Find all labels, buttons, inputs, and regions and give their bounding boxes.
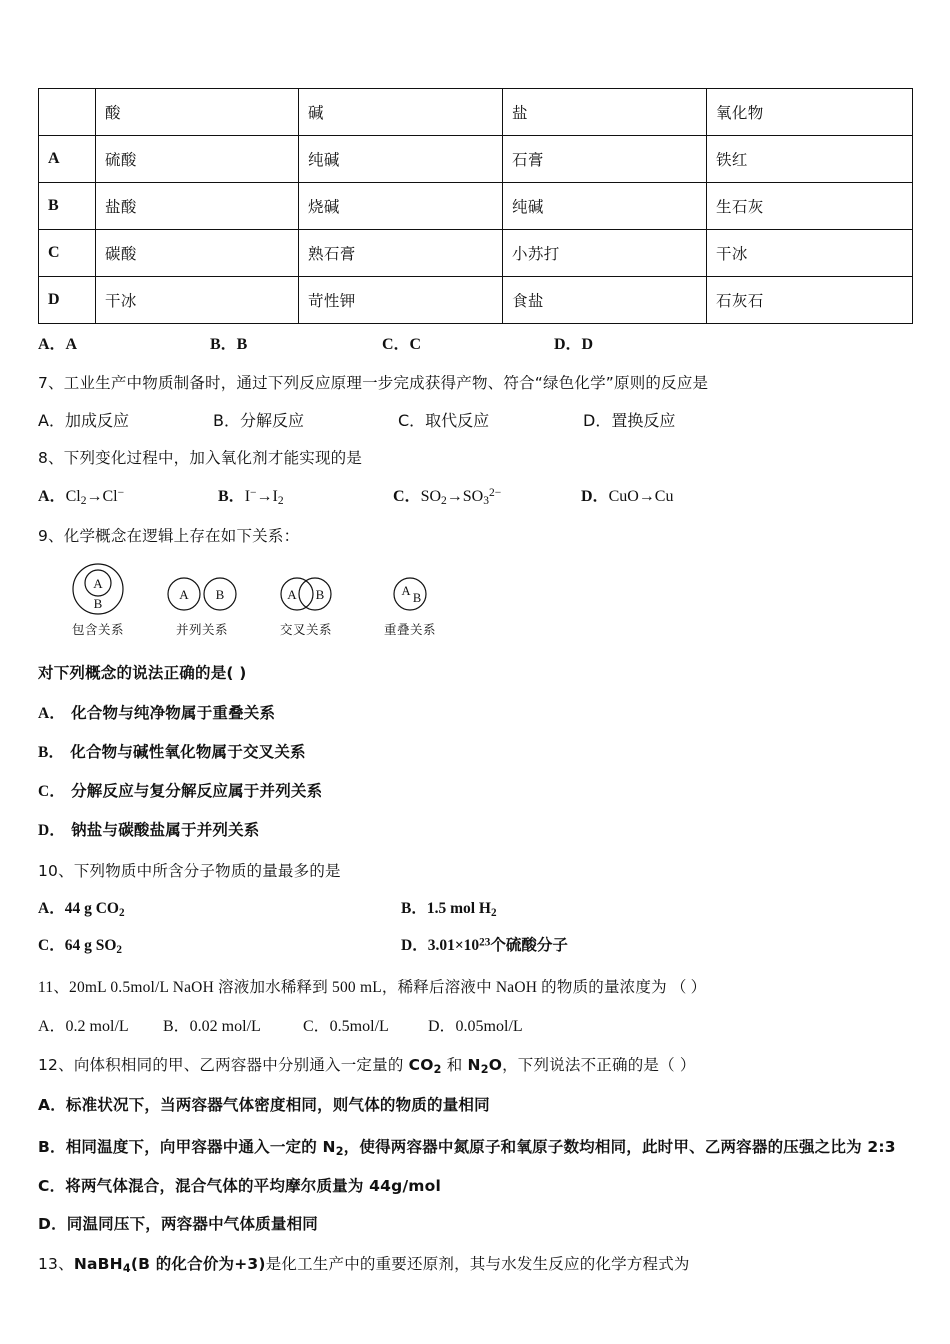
venn-overlap-caption: 重叠关系 [383, 621, 436, 637]
cell-b-acid: 盐酸 [96, 183, 299, 230]
q12-option-d-text: 同温同压下，两容器中气体质量相同 [66, 1215, 318, 1234]
q9-option-d[interactable] [38, 818, 912, 840]
question-8-options [38, 483, 912, 507]
q10-option-a[interactable] [38, 896, 401, 919]
question-13-stem: 13、NaBH$_4$(B 的化合价为+3)是化工生产中的重要还原剂，其与水发生反应的化学方程式为 [38, 1255, 690, 1275]
venn-label-a: A [179, 586, 189, 602]
table-row [39, 277, 913, 324]
q12-option-d[interactable] [38, 1213, 912, 1235]
q12-option-b[interactable] [38, 1132, 912, 1163]
venn-label-b: B [215, 586, 225, 602]
q7-option-d[interactable]: D．置换反应 [583, 411, 676, 430]
table-corner-cell [39, 89, 96, 136]
cell-c-acid: 碳酸 [96, 230, 299, 277]
q8-option-b-label: B． [218, 488, 245, 505]
q8-option-a-formula: $Cl_2\to Cl^-$ [65, 487, 125, 507]
q10-option-c-value: 64 g $SO_2$ [64, 936, 122, 956]
venn-label-b: B [93, 595, 103, 611]
cell-c-oxide: 干冰 [707, 230, 913, 277]
q12-option-c-label: C． [38, 1177, 66, 1196]
venn-label-a: A [401, 583, 411, 598]
cell-d-oxide: 石灰石 [707, 277, 913, 324]
q10-option-b-label: B． [401, 899, 427, 917]
question-9-sub-stem: 对下列概念的说法正确的是( ) [38, 663, 247, 682]
question-10-options-row1 [38, 896, 912, 919]
venn-label-b: B [315, 586, 325, 602]
cell-a-salt: 石膏 [503, 136, 707, 183]
table-question-options [38, 331, 912, 354]
q12-option-a-text: 标准状况下，当两容器气体密度相同，则气体的物质的量相同 [65, 1096, 490, 1115]
q12-option-d-label: D． [38, 1215, 67, 1234]
q10-option-b[interactable] [401, 896, 497, 919]
question-7-options [38, 408, 912, 431]
q11-option-a[interactable]: A．0.2 mol/L [38, 1018, 129, 1036]
table-header-salt: 盐 [503, 89, 707, 136]
question-10-options-row2 [38, 933, 912, 956]
venn-containment [46, 561, 150, 638]
q10-option-d-label: D． [401, 936, 428, 954]
row-label-b: B [39, 183, 96, 230]
option-d[interactable]: D．D [554, 336, 594, 353]
q12-option-b-label: B． [38, 1138, 66, 1157]
q7-option-c[interactable]: C．取代反应 [398, 411, 490, 430]
q9-option-b-text: 化合物与碱性氧化物属于交叉关系 [70, 742, 306, 761]
q10-option-c-label: C． [38, 936, 65, 954]
q10-option-b-value: 1.5 mol $H_2$ [426, 899, 497, 919]
option-b[interactable]: B．B [210, 336, 248, 353]
q12-option-a[interactable] [38, 1094, 912, 1116]
venn-label-b: B [412, 590, 422, 605]
cell-b-base: 烧碱 [299, 183, 503, 230]
venn-label-a: A [287, 586, 297, 602]
q8-option-a-label: A． [38, 488, 66, 505]
q9-option-d-label: D． [38, 821, 66, 839]
q8-option-b[interactable] [218, 483, 393, 507]
cell-a-oxide: 铁红 [707, 136, 913, 183]
q8-option-d-formula: CuO→Cu [608, 488, 674, 505]
q8-option-c-formula: $SO_2\to SO_3^{2-}$ [420, 487, 502, 507]
q10-option-d-value: $3.01\times 10^{23}$个硫酸分子 [427, 935, 568, 954]
q10-option-a-label: A． [38, 899, 65, 917]
cell-b-salt: 纯碱 [503, 183, 707, 230]
q8-option-a[interactable] [38, 483, 218, 507]
venn-label-a: A [93, 575, 103, 591]
q10-option-c[interactable] [38, 933, 401, 956]
q9-option-c-text: 分解反应与复分解反应属于并列关系 [71, 781, 323, 800]
q12-option-c-text: 将两气体混合，混合气体的平均摩尔质量为 44g/mol [65, 1177, 442, 1196]
question-10-stem: 10、下列物质中所含分子物质的量最多的是 [38, 861, 341, 880]
table-row [39, 136, 913, 183]
venn-containment-caption: 包含关系 [71, 621, 124, 637]
q9-option-c[interactable] [38, 779, 912, 801]
q12-option-c[interactable] [38, 1175, 912, 1197]
q7-option-b[interactable]: B．分解反应 [213, 411, 304, 430]
overlap-diagram-icon [379, 561, 441, 617]
cell-d-base: 苛性钾 [299, 277, 503, 324]
q7-option-a[interactable]: A．加成反应 [38, 411, 129, 430]
option-a[interactable]: A．A [38, 336, 78, 353]
question-7-stem: 7、工业生产中物质制备时，通过下列反应原理一步完成获得产物、符合“绿色化学”原则的反应是 [38, 374, 709, 392]
cell-c-salt: 小苏打 [503, 230, 707, 277]
question-11-options [38, 1013, 912, 1036]
q9-option-c-label: C． [38, 782, 66, 800]
venn-overlap [358, 561, 462, 638]
venn-intersect-caption: 交叉关系 [279, 621, 332, 637]
q9-option-a-text: 化合物与纯净物属于重叠关系 [71, 703, 276, 722]
q9-option-a[interactable] [38, 701, 912, 723]
q8-option-c-label: C． [393, 488, 421, 505]
table-header-row [39, 89, 913, 136]
q9-option-b-label: B． [38, 743, 65, 761]
cell-d-acid: 干冰 [96, 277, 299, 324]
cell-b-oxide: 生石灰 [707, 183, 913, 230]
q9-option-b[interactable] [38, 740, 912, 762]
q8-option-c[interactable] [393, 483, 581, 507]
q11-option-c[interactable]: C．0.5mol/L [303, 1018, 389, 1036]
q8-option-d-label: D． [581, 488, 609, 505]
cell-d-salt: 食盐 [503, 277, 707, 324]
q11-option-b[interactable]: B．0.02 mol/L [163, 1018, 261, 1036]
q8-option-b-formula: $I^-\to I_2$ [244, 487, 284, 507]
question-12-stem: 12、向体积相同的甲、乙两容器中分别通入一定量的 $CO_2$ 和 $N_2O$，下列说法不正确的是（ ） [38, 1056, 696, 1077]
intersect-diagram-icon [270, 561, 342, 617]
table-row [39, 230, 913, 277]
cell-a-base: 纯碱 [299, 136, 503, 183]
venn-parallel-caption: 并列关系 [175, 621, 228, 637]
substance-category-table [38, 88, 913, 324]
question-9-diagrams [38, 561, 912, 638]
q10-option-a-value: 44 g $CO_2$ [64, 899, 125, 919]
row-label-a: A [39, 136, 96, 183]
question-8-stem: 8、下列变化过程中，加入氧化剂才能实现的是 [38, 449, 363, 467]
q9-option-a-label: A． [38, 704, 66, 722]
table-header-oxide: 氧化物 [707, 89, 913, 136]
q12-option-a-label: A． [38, 1096, 66, 1115]
q8-option-d[interactable] [581, 483, 673, 507]
q9-option-d-text: 钠盐与碳酸盐属于并列关系 [71, 820, 260, 839]
row-label-d: D [39, 277, 96, 324]
row-label-c: C [39, 230, 96, 277]
venn-parallel [150, 561, 254, 638]
table-row [39, 183, 913, 230]
question-11-stem: 11、20mL 0.5mol/L NaOH 溶液加水稀释到 500 mL，稀释后溶液中 NaOH 的物质的量浓度为 （ ） [38, 979, 707, 997]
q10-option-d[interactable] [401, 933, 568, 956]
venn-intersect [254, 561, 358, 638]
cell-a-acid: 硫酸 [96, 136, 299, 183]
option-c[interactable]: C．C [382, 336, 422, 353]
table-header-base: 碱 [299, 89, 503, 136]
parallel-diagram-icon [162, 561, 242, 617]
q12-option-b-text: 相同温度下，向甲容器中通入一定的 $N_2$，使得两容器中氮原子和氧原子数均相同，此时甲、乙两容器的压强之比为 2:3 [65, 1138, 896, 1158]
question-9-stem: 9、化学概念在逻辑上存在如下关系： [38, 526, 300, 545]
table-header-acid: 酸 [96, 89, 299, 136]
q11-option-d[interactable]: D．0.05mol/L [428, 1018, 523, 1036]
cell-c-base: 熟石膏 [299, 230, 503, 277]
containment-diagram-icon [61, 561, 135, 617]
